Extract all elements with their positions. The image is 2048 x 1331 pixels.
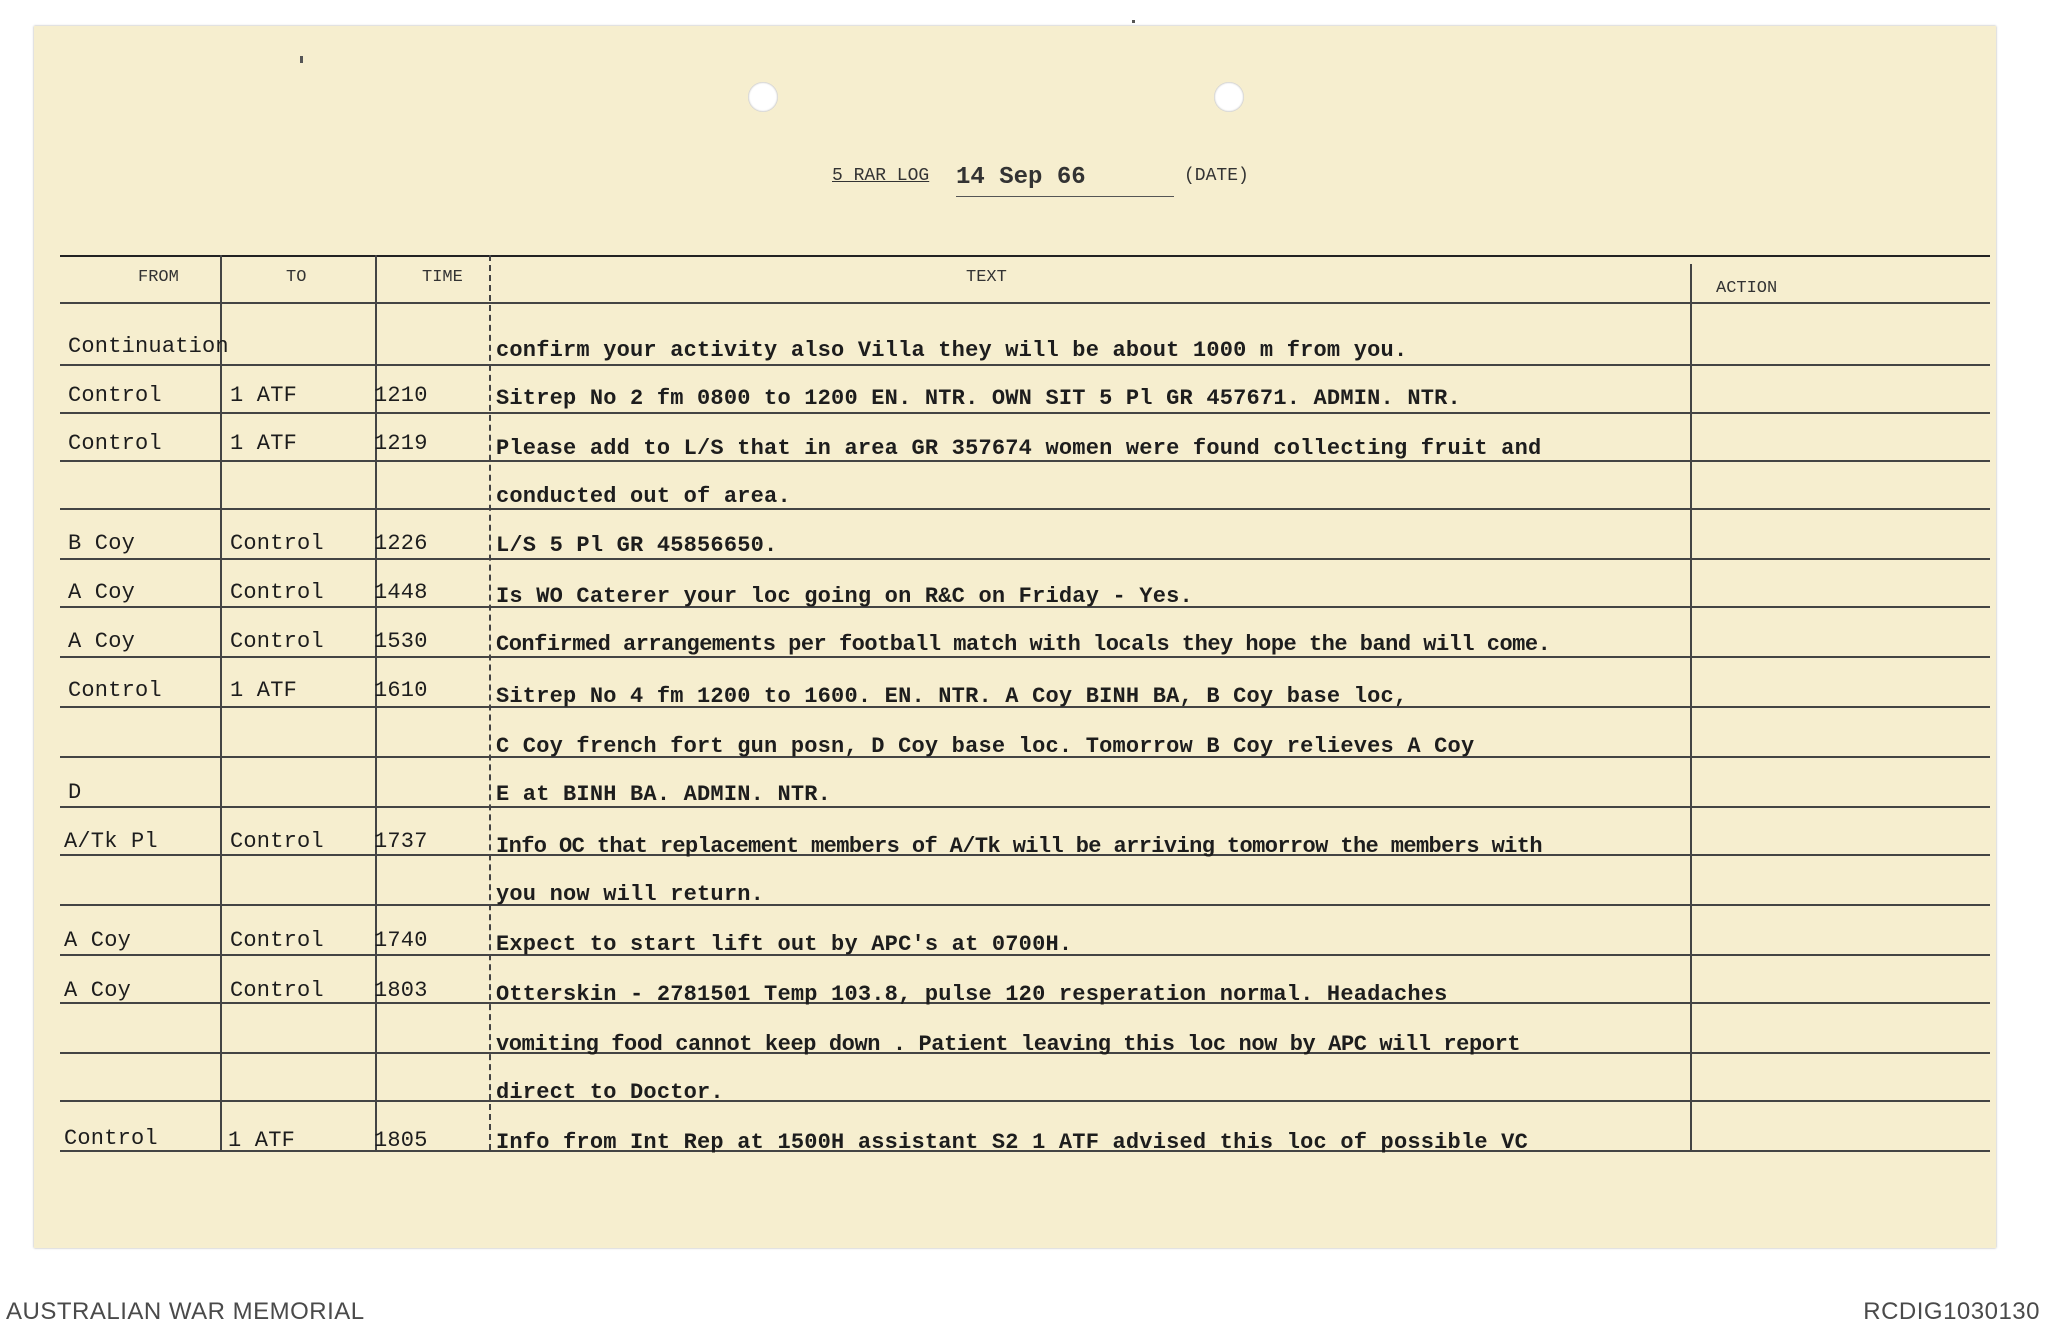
row-text: Info from Int Rep at 1500H assistant S2 1 ATF advised this loc of possible VC (496, 1130, 1528, 1155)
row-from: Control (68, 678, 162, 703)
row-from: Control (68, 383, 162, 408)
row-text: confirm your activity also Villa they will be about 1000 m from you. (496, 338, 1408, 363)
paper-speck (300, 56, 303, 63)
row-text: Please add to L/S that in area GR 357674 women were found collecting fruit and (496, 436, 1542, 461)
row-text: vomiting food cannot keep down . Patient leaving this loc now by APC will report (496, 1032, 1521, 1057)
log-date: 14 Sep 66 (956, 164, 1086, 191)
row-text: you now will return. (496, 882, 765, 907)
row-to: 1 ATF (230, 431, 298, 456)
row-from: A Coy (68, 580, 136, 605)
row-time: 1448 (374, 580, 428, 605)
row-from: B Coy (68, 531, 136, 556)
row-time: 1530 (374, 629, 428, 654)
row-time: 1226 (374, 531, 428, 556)
row-from: A Coy (68, 629, 136, 654)
paper-speck (1132, 20, 1135, 23)
row-to: Control (230, 580, 324, 605)
row-to: Control (230, 531, 324, 556)
table-row-rule (60, 806, 1990, 808)
row-from: A Coy (64, 978, 132, 1003)
row-from: D (68, 780, 82, 805)
date-label: (DATE) (1184, 166, 1249, 186)
row-text: conducted out of area. (496, 484, 791, 509)
row-text: Is WO Caterer your loc going on R&C on Friday - Yes. (496, 584, 1193, 609)
row-from: Continuation (68, 334, 229, 359)
punch-hole-left (748, 82, 778, 112)
row-from: A/Tk Pl (64, 829, 158, 854)
table-row-rule (60, 558, 1990, 560)
row-time: 1803 (374, 978, 428, 1003)
log-title: 5 RAR LOG (832, 166, 930, 186)
punch-hole-right (1214, 82, 1244, 112)
row-time: 1210 (374, 383, 428, 408)
row-to: 1 ATF (230, 678, 298, 703)
column-header-from: FROM (138, 268, 179, 287)
row-text: direct to Doctor. (496, 1080, 724, 1105)
row-text: Expect to start lift out by APC's at 0700H. (496, 932, 1073, 957)
column-rule-time (489, 255, 491, 1150)
table-row-rule (60, 364, 1990, 366)
column-header-time: TIME (422, 268, 463, 287)
archive-credit: AUSTRALIAN WAR MEMORIAL (6, 1298, 365, 1325)
table-top-rule (60, 255, 1990, 257)
row-time: 1805 (374, 1128, 428, 1153)
row-text: Otterskin - 2781501 Temp 103.8, pulse 120 resperation normal. Headaches (496, 982, 1448, 1007)
row-text: Confirmed arrangements per football match with locals they hope the band will come. (496, 632, 1551, 657)
column-header-action: ACTION (1716, 279, 1778, 298)
table-row-rule (60, 412, 1990, 414)
row-text: Info OC that replacement members of A/Tk will be arriving tomorrow the members with (496, 834, 1542, 859)
row-to: Control (230, 978, 324, 1003)
date-underline (956, 196, 1174, 197)
column-header-text: TEXT (966, 268, 1007, 287)
row-text: Sitrep No 4 fm 1200 to 1600. EN. NTR. A Coy BINH BA, B Coy base loc, (496, 684, 1408, 709)
row-text: E at BINH BA. ADMIN. NTR. (496, 782, 832, 807)
row-time: 1740 (374, 928, 428, 953)
row-from: Control (68, 431, 162, 456)
column-header-to: TO (286, 268, 307, 287)
row-to: 1 ATF (230, 383, 298, 408)
row-text: L/S 5 Pl GR 45856650. (496, 533, 778, 558)
archive-reference: RCDIG1030130 (1863, 1298, 2040, 1325)
table-row-rule (60, 1100, 1990, 1102)
row-time: 1737 (374, 829, 428, 854)
row-text: C Coy french fort gun posn, D Coy base loc. Tomorrow B Coy relieves A Coy (496, 734, 1475, 759)
row-to: Control (230, 928, 324, 953)
table-header-rule (60, 302, 1990, 304)
row-text: Sitrep No 2 fm 0800 to 1200 EN. NTR. OWN SIT 5 Pl GR 457671. ADMIN. NTR. (496, 386, 1461, 411)
row-to: 1 ATF (228, 1128, 296, 1153)
row-from: A Coy (64, 928, 132, 953)
row-from: Control (64, 1126, 158, 1151)
column-rule-text (1690, 264, 1692, 1150)
row-time: 1219 (374, 431, 428, 456)
row-time: 1610 (374, 678, 428, 703)
row-to: Control (230, 829, 324, 854)
table-row-rule (60, 508, 1990, 510)
row-to: Control (230, 629, 324, 654)
column-rule-from (220, 255, 222, 1150)
table-row-rule (60, 904, 1990, 906)
